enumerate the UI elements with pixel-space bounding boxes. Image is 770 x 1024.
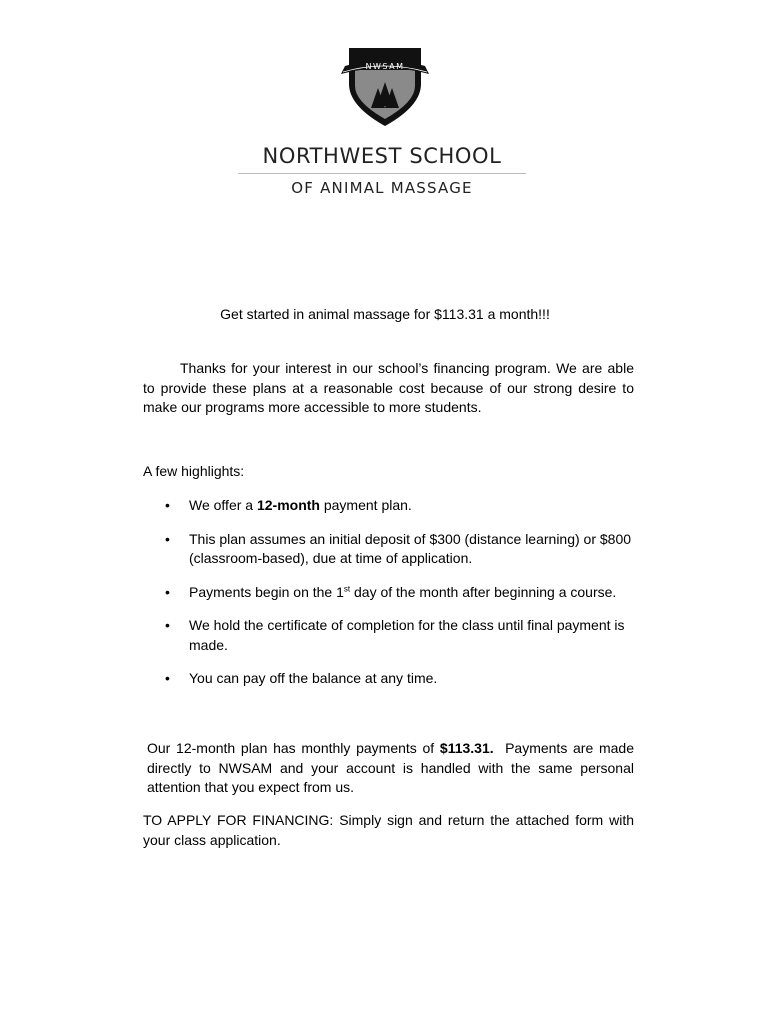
bullet-icon: • [165,617,170,633]
bullet-icon: • [165,670,170,686]
headline: Get started in animal massage for $113.31 a month!!! [220,306,550,322]
list-item: • We offer a 12-month payment plan. [143,496,634,516]
school-name-line1: NORTHWEST SCHOOL [262,144,502,168]
school-logo [335,44,435,128]
logo-divider [238,173,526,174]
bullet-icon: • [165,530,170,547]
list-item: • Payments begin on the 1st day of the month after beginning a course. [143,583,634,603]
bullet-icon: • [165,497,170,513]
shield-logo-graphic [335,44,435,128]
apply-instructions: TO APPLY FOR FINANCING: Simply sign and return the attached form with your class application. [143,812,634,848]
banner-text: NWSAM [365,62,405,71]
school-name-line2: OF ANIMAL MASSAGE [291,179,473,197]
intro-paragraph: Thanks for your interest in our school’s financing program. We are able to provide these plans at a reasonable cost because of our strong desire to make our programs more accessible to more students. [143,360,634,415]
list-item: • We hold the certificate of completion for the class until final payment is made. [165,617,625,653]
list-item: • This plan assumes an initial deposit of $300 (distance learning) or $800 (classroom-based), due at time of application. [165,530,632,566]
highlights-title: A few highlights: [143,463,245,479]
monthly-amount: $113.31. [439,740,494,756]
highlights-list [143,496,634,703]
plan-paragraph: Our 12-month plan has monthly payments of $113.31. Payments are made directly to NWSAM and your account is handled with the same personal attention that you expect from us. [147,740,638,795]
bullet-icon: • [165,583,170,600]
list-item: • You can pay off the balance at any time. [143,669,634,689]
